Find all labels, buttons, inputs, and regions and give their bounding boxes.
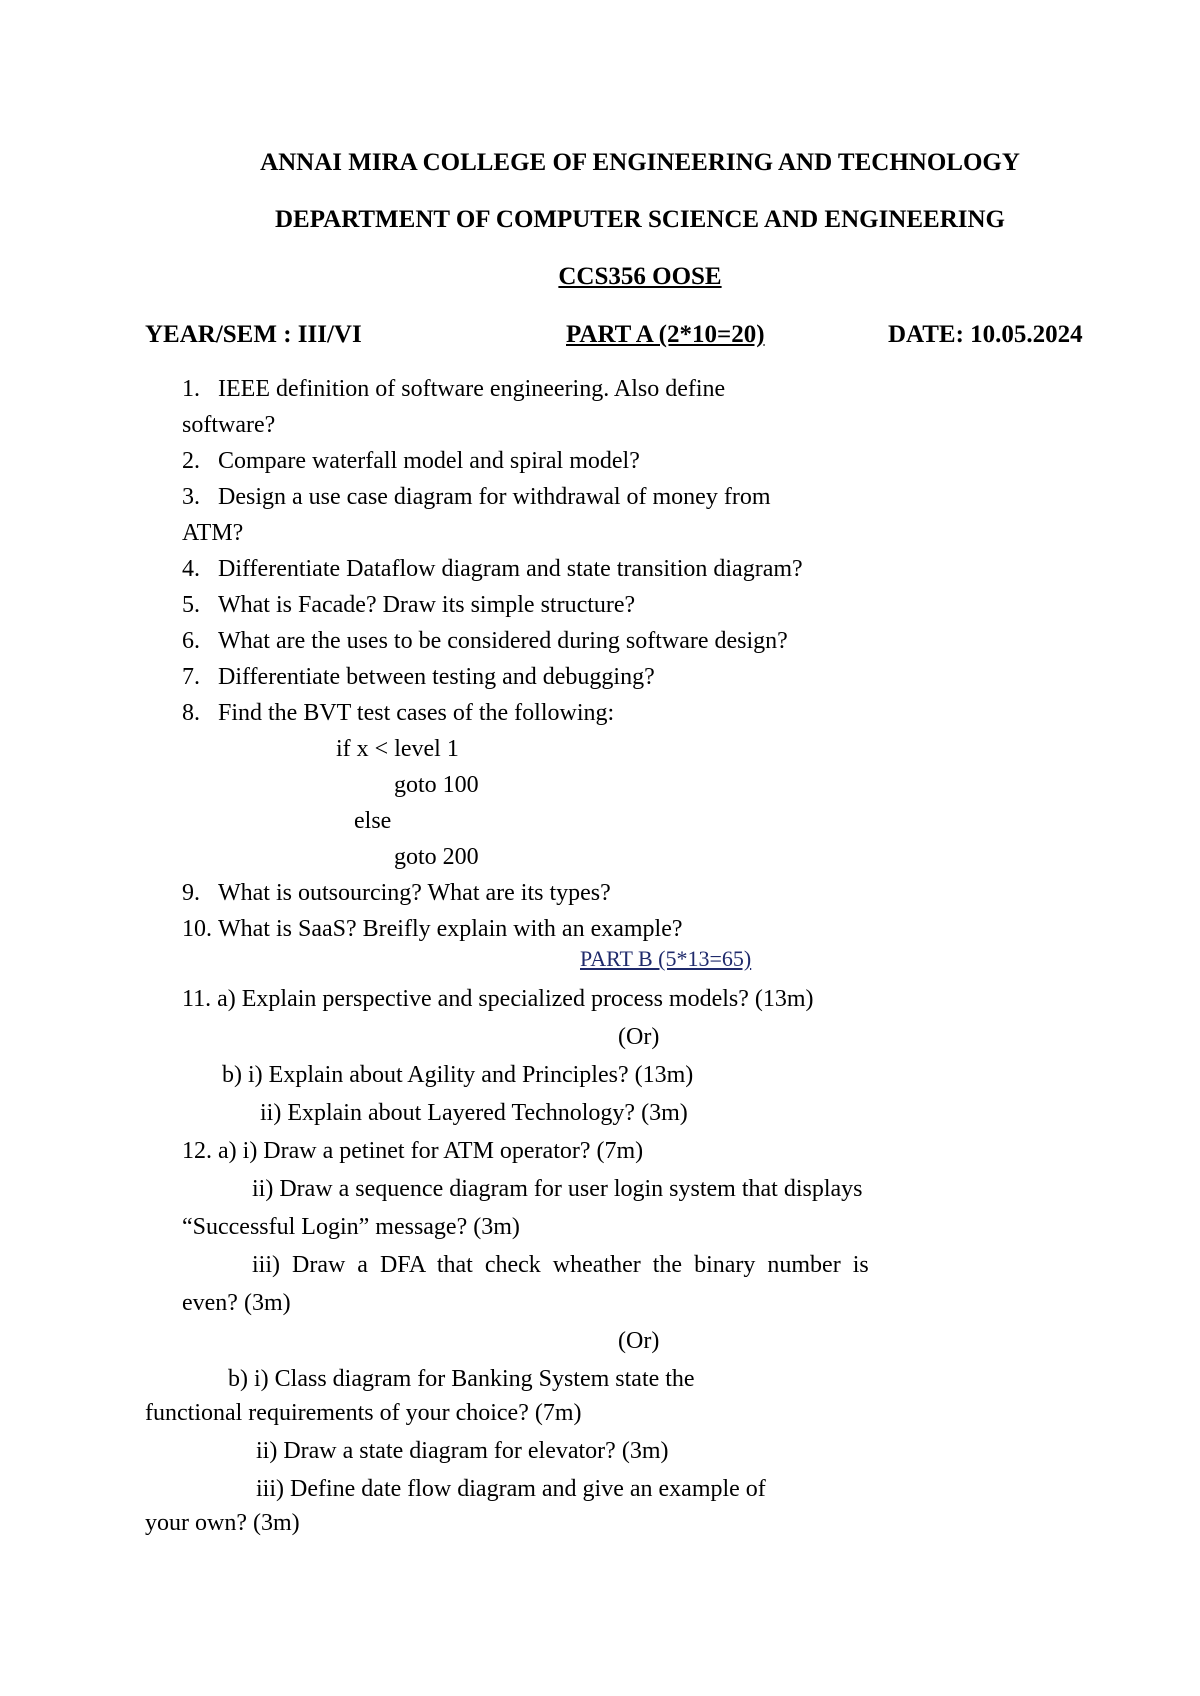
question-text: What is Facade? Draw its simple structure? <box>218 592 636 618</box>
code-line-if: if x < level 1 <box>336 736 459 762</box>
question-12b-i: b) i) Class diagram for Banking System state the <box>228 1366 695 1392</box>
question-number: 8. <box>182 700 200 726</box>
or-separator: (Or) <box>618 1024 660 1050</box>
question-12b-ii: ii) Draw a state diagram for elevator? (3m) <box>256 1438 669 1464</box>
question-number: 1. <box>182 376 200 402</box>
question-number: 10. <box>182 916 212 942</box>
exam-date: DATE: 10.05.2024 <box>888 321 1083 348</box>
part-b-title: PART B (5*13=65) <box>580 946 752 971</box>
question-4 <box>182 554 803 584</box>
question-7 <box>182 662 655 692</box>
year-sem: YEAR/SEM : III/VI <box>145 321 362 348</box>
question-3-continued: ATM? <box>182 520 244 546</box>
question-12b-iii-continued: your own? (3m) <box>145 1510 300 1536</box>
question-text: What is SaaS? Breifly explain with an example? <box>218 916 683 942</box>
question-2 <box>182 446 640 476</box>
college-name: ANNAI MIRA COLLEGE OF ENGINEERING AND TECHNOLOGY <box>260 149 1020 176</box>
question-11b-i: b) i) Explain about Agility and Principles? (13m) <box>222 1062 694 1088</box>
question-text: Differentiate between testing and debugging? <box>218 664 655 690</box>
question-number: 2. <box>182 448 200 474</box>
course-code: CCS356 OOSE <box>558 263 722 290</box>
question-text: IEEE definition of software engineering. Also define <box>218 376 726 402</box>
question-number: 7. <box>182 664 200 690</box>
question-text: What are the uses to be considered during software design? <box>218 628 788 654</box>
question-number: 5. <box>182 592 200 618</box>
question-text: Design a use case diagram for withdrawal of money from <box>218 484 771 510</box>
question-1-continued: software? <box>182 412 276 438</box>
question-12a-ii-continued: “Successful Login” message? (3m) <box>182 1214 520 1240</box>
code-line-else: else <box>354 808 392 834</box>
code-line-goto-100: goto 100 <box>394 772 479 798</box>
question-11b-ii: ii) Explain about Layered Technology? (3m) <box>260 1100 688 1126</box>
code-line-goto-200: goto 200 <box>394 844 479 870</box>
question-text: Find the BVT test cases of the following: <box>218 700 615 726</box>
question-11a: 11. a) Explain perspective and specialized process models? (13m) <box>182 986 814 1012</box>
question-12a-iii: iii) Draw a DFA that check wheather the binary number is <box>252 1252 869 1278</box>
question-12a-i: 12. a) i) Draw a petinet for ATM operator? (7m) <box>182 1138 644 1164</box>
question-1 <box>182 374 725 404</box>
question-12b-iii: iii) Define date flow diagram and give an example of <box>256 1476 766 1502</box>
question-text: Differentiate Dataflow diagram and state transition diagram? <box>218 556 803 582</box>
question-3 <box>182 482 770 512</box>
or-separator: (Or) <box>618 1328 660 1354</box>
question-6 <box>182 626 788 656</box>
question-10 <box>182 914 683 944</box>
question-number: 9. <box>182 880 200 906</box>
department-name: DEPARTMENT OF COMPUTER SCIENCE AND ENGINEERING <box>275 206 1005 233</box>
question-text: Compare waterfall model and spiral model? <box>218 448 640 474</box>
question-12a-ii: ii) Draw a sequence diagram for user login system that displays <box>252 1176 863 1202</box>
question-9 <box>182 878 611 908</box>
part-a-title: PART A (2*10=20) <box>566 321 765 348</box>
question-12b-i-continued: functional requirements of your choice? (7m) <box>145 1400 582 1426</box>
question-text: What is outsourcing? What are its types? <box>218 880 611 906</box>
question-number: 6. <box>182 628 200 654</box>
question-12a-iii-continued: even? (3m) <box>182 1290 291 1316</box>
question-number: 3. <box>182 484 200 510</box>
question-5 <box>182 590 635 620</box>
question-number: 4. <box>182 556 200 582</box>
question-8 <box>182 698 614 728</box>
